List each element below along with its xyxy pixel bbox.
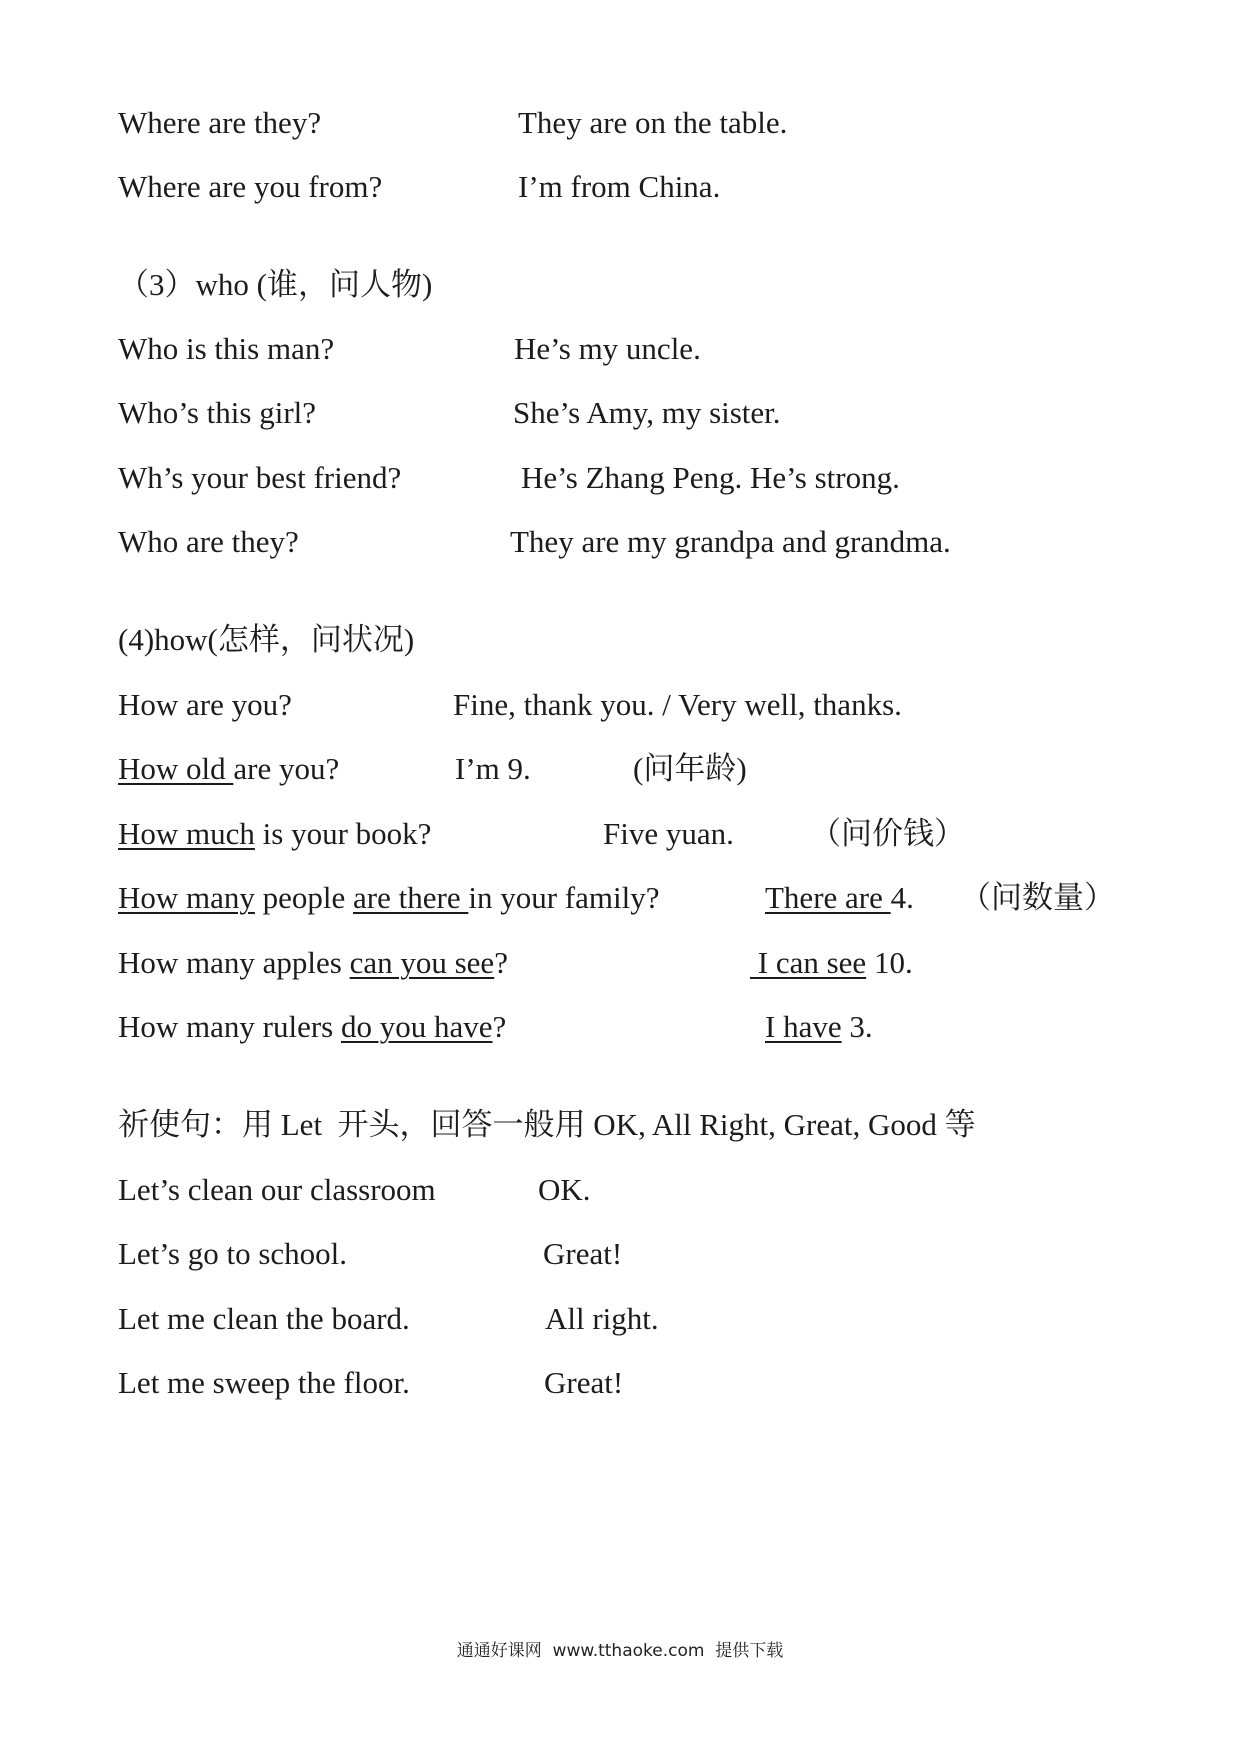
how-note-2: (问年龄)	[633, 751, 747, 786]
underlined-phrase: How much	[118, 816, 255, 851]
imperative-sentence-1: Let’s clean our classroom	[118, 1172, 436, 1207]
where-question-2: Where are you from?	[118, 169, 383, 204]
who-answer-3: He’s Zhang Peng. He’s strong.	[521, 460, 900, 495]
underlined-phrase: I can see	[750, 945, 867, 980]
imperative-answer-3: All right.	[545, 1301, 659, 1336]
how-note-4: （问数量）	[960, 880, 1115, 915]
how-answer-5: I can see 10.	[750, 945, 913, 980]
how-question-6: How many rulers do you have?	[118, 1009, 507, 1044]
where-question-1: Where are they?	[118, 105, 322, 140]
who-question-2: Who’s this girl?	[118, 395, 317, 430]
who-question-4: Who are they?	[118, 524, 299, 559]
imperative-sentence-2: Let’s go to school.	[118, 1236, 348, 1271]
how-question-2: How old are you?	[118, 751, 340, 786]
where-answer-1: They are on the table.	[518, 105, 788, 140]
how-answer-3: Five yuan.	[603, 816, 734, 851]
underlined-phrase: There are	[765, 880, 891, 915]
how-heading: (4)how(怎样，问状况)	[118, 622, 415, 657]
how-question-4: How many people are there in your family?	[118, 880, 660, 915]
underlined-phrase: do you have	[340, 1009, 493, 1044]
underlined-phrase: How many	[118, 880, 255, 915]
who-heading: （3）who (谁，问人物)	[118, 267, 433, 302]
how-question-5: How many apples can you see?	[118, 945, 508, 980]
imperative-answer-1: OK.	[538, 1172, 591, 1207]
imperative-heading: 祈使句：用 Let 开头，回答一般用 OK, All Right, Great, Good 等	[118, 1107, 976, 1142]
who-answer-1: He’s my uncle.	[514, 331, 701, 366]
how-note-3: （问价钱）	[810, 816, 965, 851]
how-answer-4: There are 4.	[765, 880, 914, 915]
underlined-phrase: I have	[765, 1009, 842, 1044]
underlined-phrase: are there	[353, 880, 469, 915]
who-answer-2: She’s Amy, my sister.	[513, 395, 781, 430]
imperative-sentence-3: Let me clean the board.	[118, 1301, 410, 1336]
where-answer-2: I’m from China.	[518, 169, 721, 204]
how-answer-6: I have 3.	[765, 1009, 873, 1044]
how-question-3: How much is your book?	[118, 816, 432, 851]
how-answer-1: Fine, thank you. / Very well, thanks.	[453, 687, 902, 722]
how-question-1: How are you?	[118, 687, 292, 722]
who-answer-4: They are my grandpa and grandma.	[510, 524, 951, 559]
underlined-phrase: How old	[118, 751, 234, 786]
who-question-3: Wh’s your best friend?	[118, 460, 402, 495]
imperative-answer-2: Great!	[543, 1236, 623, 1271]
how-answer-2: I’m 9.	[455, 751, 531, 786]
page-footer: 通通好课网 www.tthaoke.com 提供下载	[456, 1641, 784, 1661]
who-question-1: Who is this man?	[118, 331, 335, 366]
imperative-answer-4: Great!	[544, 1365, 624, 1400]
imperative-sentence-4: Let me sweep the floor.	[118, 1365, 410, 1400]
underlined-phrase: can you see	[349, 945, 495, 980]
